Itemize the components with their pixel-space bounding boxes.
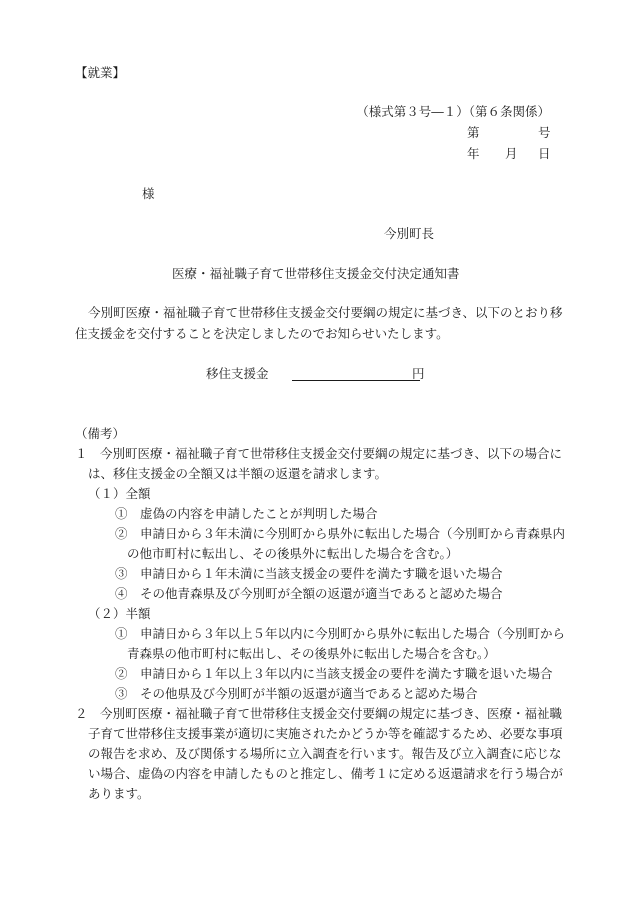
- notes-heading: （備考）: [75, 426, 126, 441]
- date-year: 年: [467, 146, 480, 161]
- full-item-4: ④ その他青森県及び今別町が全額の返還が適当であると認めた場合: [115, 586, 503, 601]
- number-label: 第: [467, 125, 480, 140]
- form-id: （様式第３号―１）（第６条関係）: [356, 104, 550, 119]
- half-item-1-line-2: 青森県の他市町村に転出し、その後県外に転出した場合を含む。）: [127, 646, 496, 661]
- amount-label: 移住支援金: [206, 366, 269, 381]
- half-item-3: ③ その他県及び今別町が半額の返還が適当であると認めた場合: [115, 686, 478, 701]
- date-day: 日: [538, 146, 551, 161]
- full-item-2-line-1: ② 申請日から３年未満に今別町から県外に転出した場合（今別町から青森県内: [115, 526, 566, 541]
- document-title: 医療・福祉職子育て世帯移住支援金交付決定通知書: [172, 266, 460, 281]
- note-2-line-1: ２ 今別町医療・福祉職子育て世帯移住支援金交付要綱の規定に基づき、医療・福祉職: [75, 706, 563, 721]
- full-item-1: ① 虚偽の内容を申請したことが判明した場合: [115, 506, 378, 521]
- number-suffix: 号: [538, 125, 551, 140]
- issuer: 今別町長: [384, 226, 435, 241]
- addressee-suffix: 様: [142, 186, 155, 201]
- note-1-line-1: １ 今別町医療・福祉職子育て世帯移住支援金交付要綱の規定に基づき、以下の場合に: [75, 446, 563, 461]
- full-heading: （１）全額: [88, 486, 151, 501]
- amount-blank: [292, 366, 420, 384]
- half-item-1-line-1: ① 申請日から３年以上５年以内に今別町から県外に転出した場合（今別町から: [115, 626, 566, 641]
- half-item-2: ② 申請日から１年以上３年以内に当該支援金の要件を満たす職を退いた場合: [115, 666, 553, 681]
- half-heading: （２）半額: [88, 606, 151, 621]
- amount-unit: 円: [412, 366, 425, 381]
- full-item-3: ③ 申請日から１年未満に当該支援金の要件を満たす職を退いた場合: [115, 566, 503, 581]
- note-2-line-5: あります。: [88, 786, 150, 801]
- body-line-2: 住支援金を交付することを決定しましたのでお知らせいたします。: [75, 326, 449, 341]
- note-2-line-2: 子育て世帯移住支援事業が適切に実施されたかどうか等を確認するため、必要な事項: [88, 726, 563, 741]
- category-label: 【就業】: [75, 65, 126, 80]
- note-2-line-3: の報告を求め、及び関係する場所に立入調査を行います。報告及び立入調査に応じな: [88, 746, 562, 761]
- note-2-line-4: い場合、虚偽の内容を申請したものと推定し、備考１に定める返還請求を行う場合が: [88, 766, 564, 781]
- note-1-line-2: は、移住支援金の全額又は半額の返還を請求します。: [88, 466, 388, 481]
- body-line-1: 今別町医療・福祉職子育て世帯移住支援金交付要綱の規定に基づき、以下のとおり移: [88, 305, 563, 320]
- date-month: 月: [505, 146, 518, 161]
- full-item-2-line-2: の他市町村に転出し、その後県外に転出した場合を含む。）: [127, 546, 459, 561]
